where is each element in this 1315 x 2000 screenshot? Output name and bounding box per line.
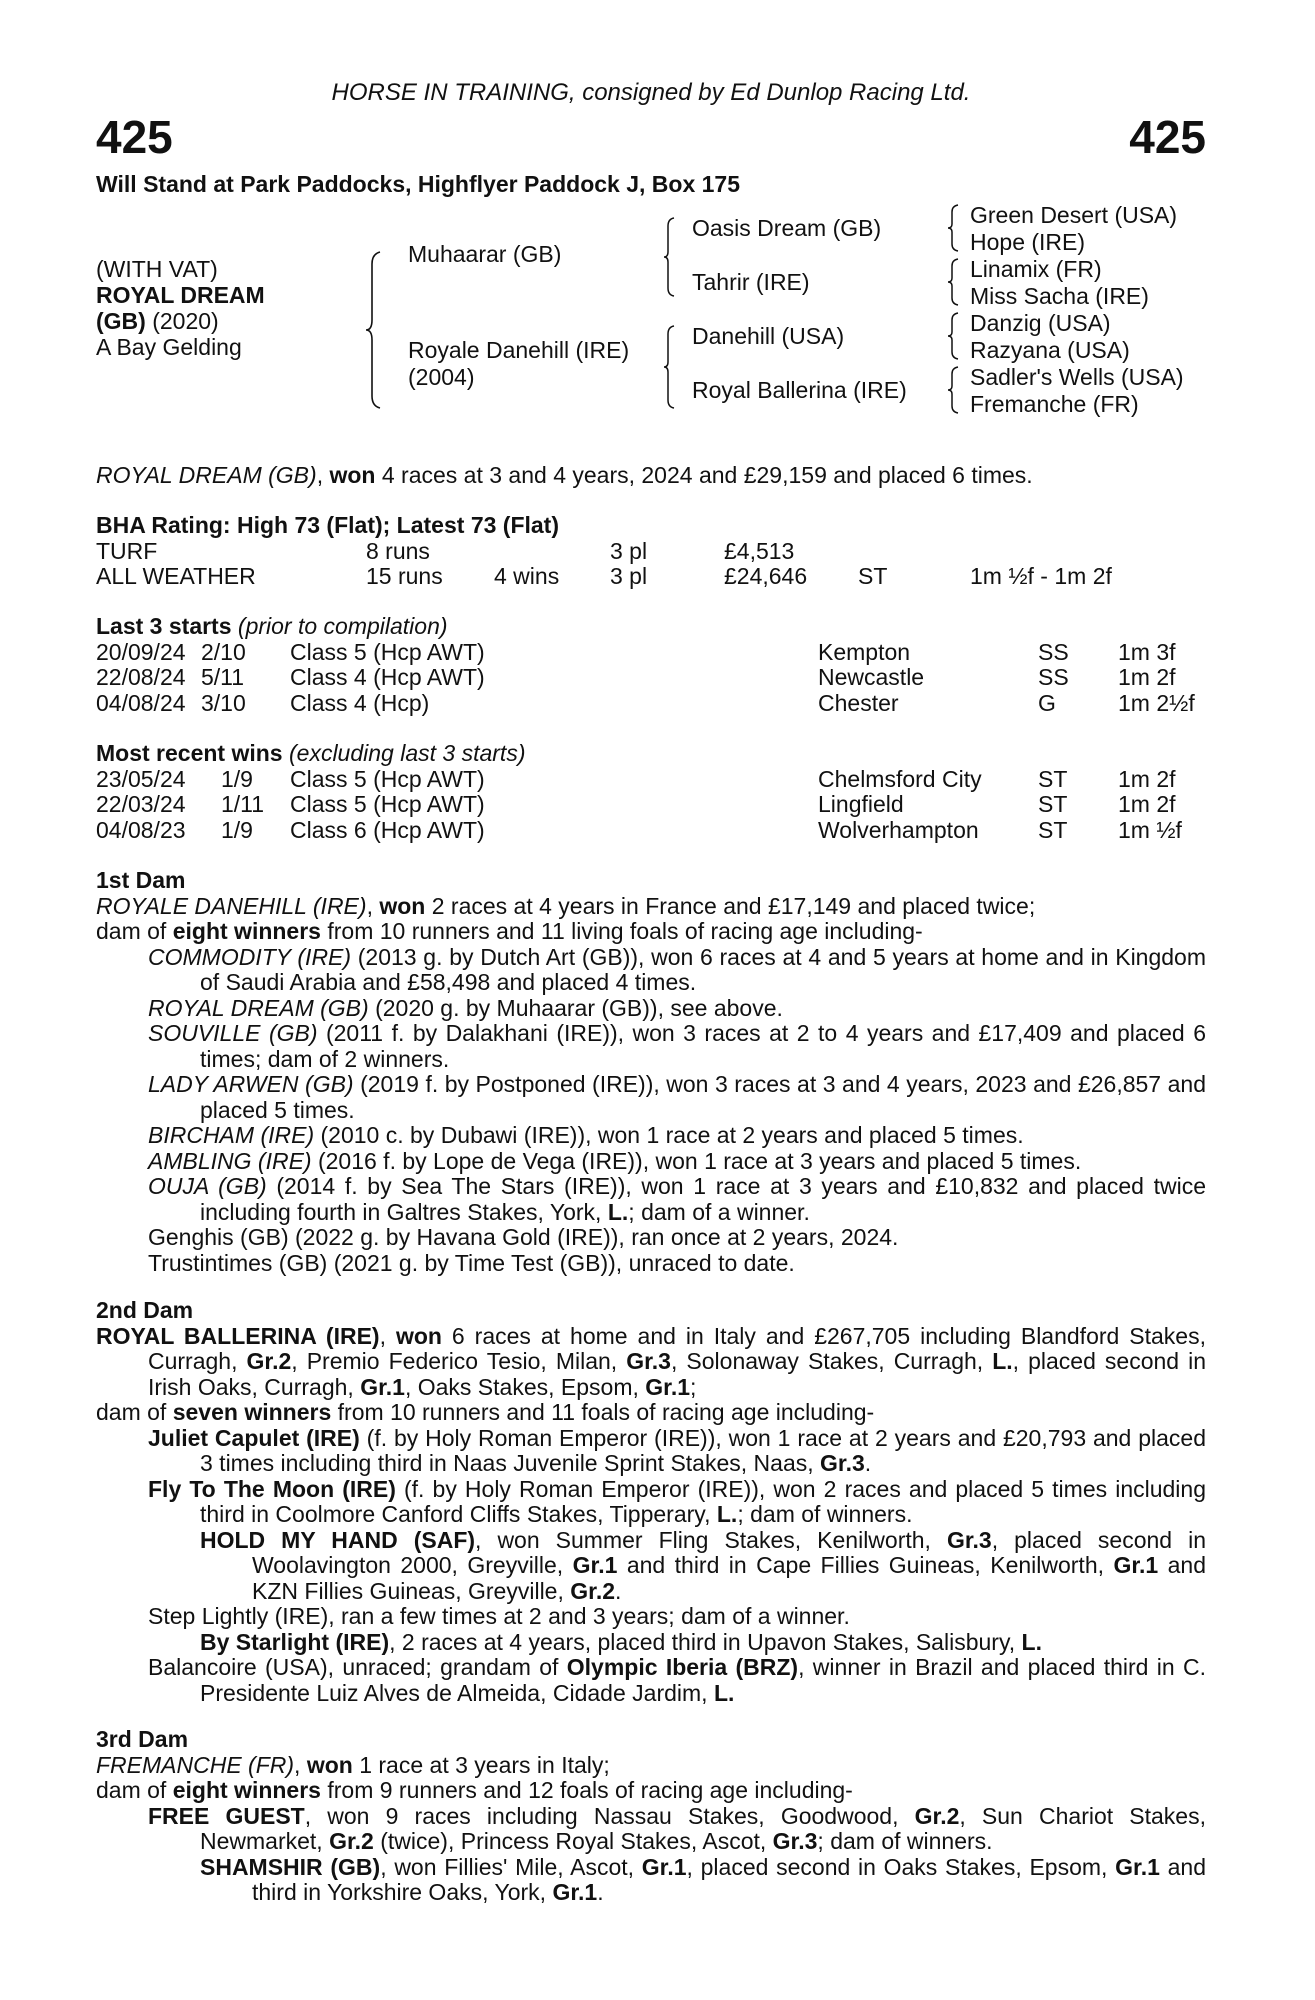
summary-horse-name: ROYAL DREAM (GB) [96,462,317,488]
rating-title: BHA Rating: High 73 (Flat); Latest 73 (Flat) [96,512,559,538]
pedigree-brace-ds [946,311,960,361]
rating-row-aw: ALL WEATHER 15 runs 4 wins 3 pl £24,646 ST 1m ½f - 1m 2f [96,563,1112,589]
list-item: Genghis (GB) (2022 g. by Havana Gold (IRE)), ran once at 2 years, 2024. [148,1224,899,1250]
recent-note: (excluding last 3 starts) [282,740,526,766]
pedigree-gs-7: Sadler's Wells (USA) [970,364,1184,390]
pedigree-dam: Royale Danehill (IRE) [408,337,630,363]
list-item: COMMODITY (IRE) (2013 g. by Dutch Art (GB)), won 6 races at 4 and 5 years at home and in Kingdom of Saudi Arabia and £58,498 and placed 4 times. [148,943,1207,995]
list-item: SOUVILLE (GB) (2011 f. by Dalakhani (IRE)), won 3 races at 2 to 4 years and £17,409 and placed 6 times; dam of 2 winners. [148,1020,1206,1072]
list-item: Step Lightly (IRE), ran a few times at 2 and 3 years; dam of a winner. [148,1603,850,1629]
stand-location: Will Stand at Park Paddocks, Highflyer Paddock J, Box 175 [96,171,740,197]
pedigree-sire-sire: Oasis Dream (GB) [692,215,882,241]
pedigree-sire-dam: Tahrir (IRE) [692,269,810,295]
last3-row: 20/09/24 2/10 Class 5 (Hcp AWT) Kempton SS 1m 3f [96,638,1176,665]
recent-row: 04/08/23 1/9 Class 6 (Hcp AWT) Wolverhampton ST 1m ½f [96,816,1182,843]
list-item: Fly To The Moon (IRE) (f. by Holy Roman Emperor (IRE)), won 2 races and placed 5 times including third in Coolmore Canford Cliffs Stakes, Tipperary, L.; dam of winners. [148,1475,1206,1527]
horse-identity [96,256,265,360]
last3-row: 22/08/24 5/11 Class 4 (Hcp AWT) Newcastle SS 1m 2f [96,664,1176,690]
last-three-starts [96,614,1206,716]
vat-note: (WITH VAT) [96,256,218,282]
pedigree-dam-dam: Royal Ballerina (IRE) [692,377,907,403]
pedigree-brace-sd [946,257,960,307]
list-item: ROYAL DREAM (GB) (2020 g. by Muhaarar (GB)), see above. [148,994,783,1021]
lot-number-right: 425 [1129,111,1206,163]
list-item: HOLD MY HAND (SAF), won Summer Fling Stakes, Kenilworth, Gr.3, placed second in Woolavington 2000, Greyville, Gr.1 and third in Cape Fillies Guineas, Kenilworth, Gr.1 and KZN Fillies Guineas, Greyville, Gr.2. [200,1526,1207,1604]
race-summary: ROYAL DREAM (GB), won 4 races at 3 and 4 years, 2024 and £29,159 and placed 6 times. [96,462,1033,488]
pedigree-gs-1: Green Desert (USA) [970,202,1178,228]
list-item: By Starlight (IRE), 2 races at 4 years, placed third in Upavon Stakes, Salisbury, L. [200,1628,1042,1655]
recent-title: Most recent wins [96,740,283,766]
list-item: BIRCHAM (IRE) (2010 c. by Dubawi (IRE)), won 1 race at 2 years and placed 5 times. [148,1122,1024,1148]
pedigree-gs-3: Linamix (FR) [970,256,1102,282]
list-item: Trustintimes (GB) (2021 g. by Time Test (GB)), unraced to date. [148,1249,795,1276]
horse-description: A Bay Gelding [96,334,242,360]
pedigree-gs-4: Miss Sacha (IRE) [970,283,1149,309]
pedigree-gs-8: Fremanche (FR) [970,391,1139,417]
pedigree-brace-main [364,250,384,410]
rating-row-turf: TURF 8 runs 3 pl £4,513 [96,537,795,564]
second-dam-section: 2nd Dam ROYAL BALLERINA (IRE), won 6 races at home and in Italy and £267,705 including Blandford Stakes, Curragh, Gr.2, Premio Federico Tesio, Milan, Gr.3, Solonaway Stakes, Curragh, L., placed second in Irish Oaks, Curragh, Gr.1, Oaks Stakes, Epsom, Gr.1; dam of seven winners from 10 runners and 11 foals of racing age including- Juliet Capulet (IRE) (f. by Holy Roman Emperor (IRE)), won 1 race at 2 years and £20,793 and placed 3 times including third in Naas Juvenile Sprint Stakes, Naas, Gr.3. Fly To The Moon (IRE) (f. by Holy Roman Emperor (IRE)), won 2 races and placed 5 times including third in Coolmore Canford Cliffs Stakes, Tipperary, L.; dam of winners. HOLD MY HAND (SAF), won Summer Fling Stakes, Kenilworth, Gr.3, placed second in Woolavington 2000, Greyville, Gr.1 and third in Cape Fillies Guineas, Kenilworth, Gr.1 and KZN Fillies Guineas, Greyville, Gr.2. Step Lightly (IRE), ran a few times at 2 and 3 years; dam of a winner. By Starlight (IRE), 2 races at 4 years, placed third in Upavon Stakes, Salisbury, L. Balancoire (USA), unraced; grandam of Olympic Iberia (BRZ), winner in Brazil and placed third in C. Presidente Luiz Alves de Almeida, Cidade Jardim, L. [96,1297,1207,1706]
dam2-title: 2nd Dam [96,1297,194,1323]
list-item: AMBLING (IRE) (2016 f. by Lope de Vega (IRE)), won 1 race at 3 years and placed 5 times. [148,1147,1082,1174]
summary-won: won [329,462,376,488]
most-recent-wins [96,741,1206,843]
dam3-title: 3rd Dam [96,1726,189,1752]
pedigree-brace-sire [662,216,676,298]
list-item: Balancoire (USA), unraced; grandam of Olympic Iberia (BRZ), winner in Brazil and placed third in C. Presidente Luiz Alves de Almeida, Cidade Jardim, L. [148,1654,1206,1706]
recent-row: 23/05/24 1/9 Class 5 (Hcp AWT) Chelmsford City ST 1m 2f [96,765,1176,792]
last3-note: (prior to compilation) [231,613,448,639]
consignor-header: HORSE IN TRAINING, consigned by Ed Dunlop Racing Ltd. [331,79,971,106]
summary-text: 4 races at 3 and 4 years, 2024 and £29,159 and placed 6 times. [375,462,1033,488]
horse-name: ROYAL DREAM [96,282,265,308]
pedigree-brace-dam [662,324,676,410]
pedigree-gs-5: Danzig (USA) [970,310,1111,336]
pedigree-brace-ss [946,203,960,253]
pedigree-sire: Muhaarar (GB) [408,241,562,267]
last3-title: Last 3 starts [96,613,232,639]
third-dam-section: 3rd Dam FREMANCHE (FR), won 1 race at 3 years in Italy; dam of eight winners from 9 runners and 12 foals of racing age including- FREE GUEST, won 9 races including Nassau Stakes, Goodwood, Gr.2, Sun Chariot Stakes, Newmarket, Gr.2 (twice), Princess Royal Stakes, Ascot, Gr.3; dam of winners. SHAMSHIR (GB), won Fillies' Mile, Ascot, Gr.1, placed second in Oaks Stakes, Epsom, Gr.1 and third in Yorkshire Oaks, York, Gr.1. [96,1726,1206,1905]
lot-number-left: 425 [96,111,173,163]
pedigree-dam-year: (2004) [408,364,475,390]
pedigree-gs-2: Hope (IRE) [970,229,1086,255]
list-item: SHAMSHIR (GB), won Fillies' Mile, Ascot, Gr.1, placed second in Oaks Stakes, Epsom, Gr.1 and third in Yorkshire Oaks, York, Gr.1. [200,1853,1206,1905]
recent-row: 22/03/24 1/11 Class 5 (Hcp AWT) Lingfield ST 1m 2f [96,791,1176,817]
last3-row: 04/08/24 3/10 Class 4 (Hcp) Chester G 1m 2½f [96,689,1195,716]
pedigree-gs-6: Razyana (USA) [970,337,1130,363]
horse-year: (2020) [145,308,219,334]
dam1-title: 1st Dam [96,867,186,893]
rating-section [96,513,1206,590]
pedigree-brace-dd [946,365,960,415]
first-dam-section: 1st Dam ROYALE DANEHILL (IRE), won 2 races at 4 years in France and £17,149 and placed twice; dam of eight winners from 10 runners and 11 living foals of racing age including- COMMODITY (IRE) (2013 g. by Dutch Art (GB)), won 6 races at 4 and 5 years at home and in Kingdom of Saudi Arabia and £58,498 and placed 4 times. ROYAL DREAM (GB) (2020 g. by Muhaarar (GB)), see above. SOUVILLE (GB) (2011 f. by Dalakhani (IRE)), won 3 races at 2 to 4 years and £17,409 and placed 6 times; dam of 2 winners. LADY ARWEN (GB) (2019 f. by Postponed (IRE)), won 3 races at 3 and 4 years, 2023 and £26,857 and placed 5 times. BIRCHAM (IRE) (2010 c. by Dubawi (IRE)), won 1 race at 2 years and placed 5 times. AMBLING (IRE) (2016 f. by Lope de Vega (IRE)), won 1 race at 3 years and placed 5 times. OUJA (GB) (2014 f. by Sea The Stars (IRE)), won 1 race at 3 years and £10,832 and placed twice including fourth in Galtres Stakes, York, L.; dam of a winner. Genghis (GB) (2022 g. by Havana Gold (IRE)), ran once at 2 years, 2024. Trustintimes (GB) (2021 g. by Time Test (GB)), unraced to date. [96,867,1207,1276]
list-item: OUJA (GB) (2014 f. by Sea The Stars (IRE)), won 1 race at 3 years and £10,832 and placed twice including fourth in Galtres Stakes, York, L.; dam of a winner. [148,1173,1206,1225]
pedigree-dam-sire: Danehill (USA) [692,323,845,349]
list-item: LADY ARWEN (GB) (2019 f. by Postponed (IRE)), won 3 races at 3 and 4 years, 2023 and £26,857 and placed 5 times. [148,1071,1206,1123]
horse-country: (GB) [96,308,146,334]
list-item: FREE GUEST, won 9 races including Nassau Stakes, Goodwood, Gr.2, Sun Chariot Stakes, Newmarket, Gr.2 (twice), Princess Royal Stakes, Ascot, Gr.3; dam of winners. [148,1802,1206,1854]
list-item: Juliet Capulet (IRE) (f. by Holy Roman Emperor (IRE)), won 1 race at 2 years and £20,793 and placed 3 times including third in Naas Juvenile Sprint Stakes, Naas, Gr.3. [148,1424,1206,1476]
